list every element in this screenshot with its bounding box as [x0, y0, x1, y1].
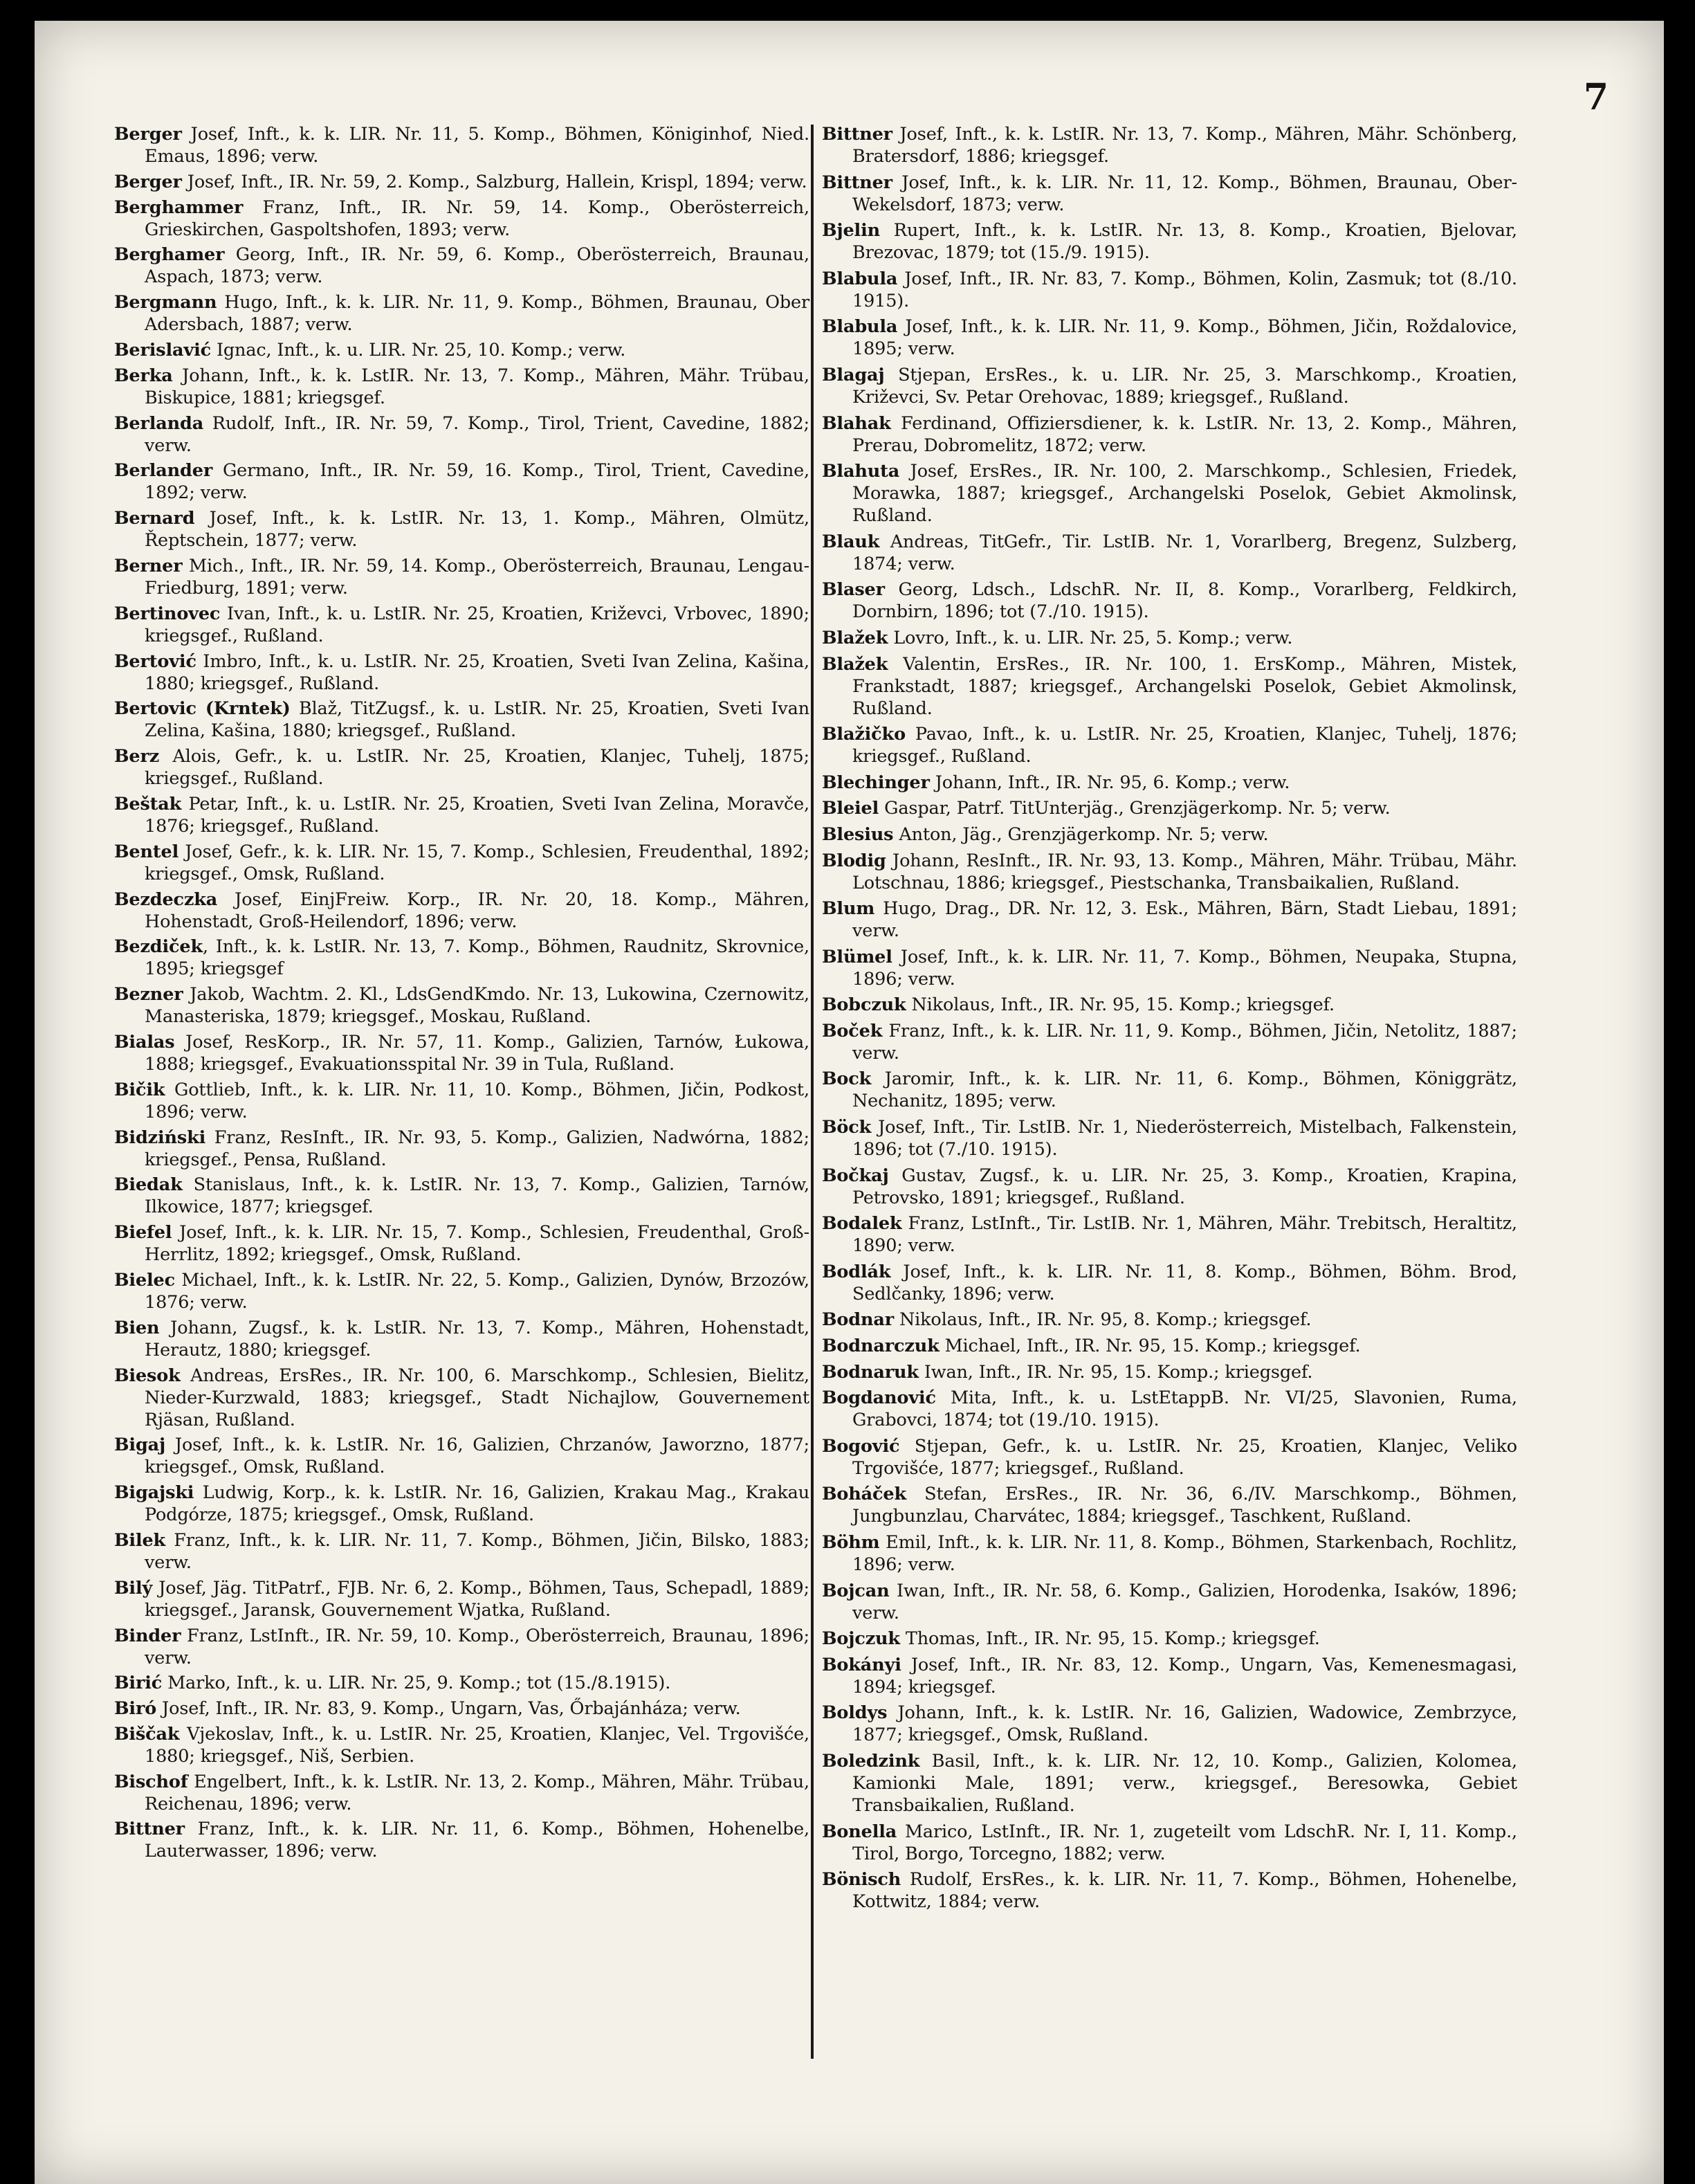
entry-surname: Bock — [822, 1068, 872, 1090]
entry-details: Josef, Inft., IR. Nr. 83, 9. Komp., Ungarn, Vas, Őrbajánháza; verw. — [156, 1698, 741, 1720]
entry-surname: Bien — [114, 1317, 160, 1338]
casualty-entry — [822, 1580, 1517, 1624]
entry-details: Germano, Inft., IR. Nr. 59, 16. Komp., Tirol, Trient, Cavedine, 1892; verw. — [145, 460, 809, 504]
entry-details: Franz, ResInft., IR. Nr. 93, 5. Komp., Galizien, Nadwórna, 1882; kriegsgef., Pensa, Rußland. — [145, 1127, 809, 1170]
casualty-entry — [114, 507, 809, 552]
entry-details: Stjepan, ErsRes., k. u. LIR. Nr. 25, 3. Marschkomp., Kroatien, Križevci, Sv. Petar Orehovac, 1889; kriegsgef., Rußland. — [852, 364, 1517, 408]
casualty-entry — [114, 841, 809, 885]
entry-surname: Bogović — [822, 1435, 900, 1457]
casualty-entry — [822, 1387, 1517, 1431]
casualty-entry — [822, 1821, 1517, 1865]
entry-surname: Bojczuk — [822, 1628, 900, 1650]
entry-surname: Bilý — [114, 1577, 153, 1599]
entry-details: Nikolaus, Inft., IR. Nr. 95, 8. Komp.; kriegsgef. — [894, 1309, 1312, 1331]
entry-details: Michael, Inft., IR. Nr. 95, 15. Komp.; kriegsgef. — [939, 1336, 1361, 1357]
entry-details: Engelbert, Inft., k. k. LstIR. Nr. 13, 2. Komp., Mähren, Mähr. Trübau, Reichenau, 1896; verw. — [145, 1771, 809, 1814]
entry-surname: Biró — [114, 1698, 157, 1720]
casualty-entry — [114, 1672, 809, 1694]
casualty-entry — [114, 1031, 809, 1075]
entry-surname: Blabula — [822, 316, 898, 338]
entry-surname: Bilek — [114, 1529, 166, 1551]
entry-details: Ignac, Inft., k. u. LIR. Nr. 25, 10. Komp.; verw. — [211, 339, 626, 361]
entry-surname: Bičik — [114, 1079, 165, 1100]
entry-details: Vjekoslav, Inft., k. u. LstIR. Nr. 25, Kroatien, Klanjec, Vel. Trgovišće, 1880; kriegsgef., Niš, Serbien. — [145, 1723, 809, 1767]
casualty-entry — [114, 889, 809, 933]
casualty-entry — [114, 171, 809, 193]
entry-surname: Boček — [822, 1020, 883, 1041]
casualty-entry — [114, 1529, 809, 1574]
entry-surname: Bielec — [114, 1269, 176, 1291]
entry-details: Pavao, Inft., k. u. LstIR. Nr. 25, Kroatien, Klanjec, Tuhelj, 1876; kriegsgef., Rußland. — [852, 724, 1517, 767]
casualty-entry — [114, 1818, 809, 1862]
entry-details: Josef, Inft., k. k. LIR. Nr. 15, 7. Komp., Schlesien, Freudenthal, Groß-Herrlitz, 1892; kriegsgef., Omsk, Rußland. — [145, 1222, 809, 1266]
entry-details: Jaromir, Inft., k. k. LIR. Nr. 11, 6. Komp., Böhmen, Königgrätz, Nechanitz, 1895; verw. — [852, 1068, 1517, 1112]
casualty-entry — [822, 1868, 1517, 1913]
entry-details: Iwan, Inft., IR. Nr. 58, 6. Komp., Galizien, Horodenka, Isaków, 1896; verw. — [852, 1580, 1517, 1623]
casualty-entry — [114, 793, 809, 837]
entry-surname: Böhm — [822, 1532, 880, 1553]
casualty-entry — [822, 1654, 1517, 1698]
entry-details: Ferdinand, Offiziersdiener, k. k. LstIR. Nr. 13, 2. Komp., Mähren, Prerau, Dobromelitz, 1872; verw. — [852, 412, 1517, 456]
entry-surname: Berghamer — [114, 244, 225, 266]
entry-details: Franz, Inft., k. k. LIR. Nr. 11, 7. Komp., Böhmen, Jičin, Bilsko, 1883; verw. — [145, 1529, 809, 1573]
entry-details: Josef, ResKorp., IR. Nr. 57, 11. Komp., Galizien, Tarnów, Łukowa, 1888; kriegsgef., Evakuationsspital Nr. 39 in Tula, Rußland. — [145, 1031, 809, 1075]
entry-details: Blaž, TitZugsf., k. u. LstIR. Nr. 25, Kroatien, Sveti Ivan Zelina, Kašina, 1880; kriegsgef., Rußland. — [145, 698, 809, 742]
entry-surname: Bertović — [114, 650, 196, 672]
entry-surname: Blümel — [822, 946, 892, 967]
entry-surname: Boledzink — [822, 1750, 920, 1772]
entry-surname: Bobczuk — [822, 994, 906, 1016]
entry-surname: Bogdanović — [822, 1387, 936, 1409]
entry-details: Michael, Inft., k. k. LstIR. Nr. 22, 5. Komp., Galizien, Dynów, Brzozów, 1876; verw. — [145, 1269, 809, 1313]
casualty-entry — [822, 219, 1517, 264]
entry-details: Georg, Ldsch., LdschR. Nr. II, 8. Komp., Vorarlberg, Feldkirch, Dornbirn, 1896; tot (7./10. 1915). — [852, 579, 1517, 623]
casualty-entry — [822, 627, 1517, 649]
entry-surname: Bigajski — [114, 1482, 194, 1504]
casualty-entry — [822, 898, 1517, 942]
casualty-entry — [822, 123, 1517, 167]
entry-surname: Berlander — [114, 460, 213, 482]
entry-surname: Bokányi — [822, 1654, 901, 1675]
entry-details: Lovro, Inft., k. u. LIR. Nr. 25, 5. Komp.; verw. — [888, 627, 1293, 648]
entry-details: Mita, Inft., k. u. LstEtappB. Nr. VI/25, Slavonien, Ruma, Grabovci, 1874; tot (19./10. 1915). — [852, 1387, 1517, 1431]
casualty-entry — [114, 1625, 809, 1669]
entry-details: Emil, Inft., k. k. LIR. Nr. 11, 8. Komp., Böhmen, Starkenbach, Rochlitz, 1896; verw. — [852, 1532, 1517, 1575]
casualty-entry — [822, 412, 1517, 457]
casualty-entry — [114, 1434, 809, 1478]
casualty-entry — [114, 650, 809, 695]
entry-details: Jakob, Wachtm. 2. Kl., LdsGendKmdo. Nr. 13, Lukowina, Czernowitz, Manasteriska, 1879; kriegsgef., Moskau, Rußland. — [145, 984, 809, 1028]
entry-details: Georg, Inft., IR. Nr. 59, 6. Komp., Oberösterreich, Braunau, Aspach, 1873; verw. — [145, 244, 809, 288]
entry-surname: Biesok — [114, 1365, 181, 1386]
casualty-entry — [822, 1435, 1517, 1480]
entry-surname: Blažičko — [822, 724, 906, 745]
entry-details: Josef, Gefr., k. k. LIR. Nr. 15, 7. Komp., Schlesien, Freudenthal, 1892; kriegsgef., Omsk, Rußland. — [145, 841, 809, 884]
entry-details: Josef, Inft., k. k. LIR. Nr. 11, 5. Komp., Böhmen, Königinhof, Nied. Emaus, 1896; verw. — [145, 124, 809, 167]
entry-surname: Birić — [114, 1673, 163, 1694]
casualty-entry — [822, 1309, 1517, 1331]
casualty-entry — [822, 946, 1517, 990]
casualty-entry — [114, 1221, 809, 1266]
casualty-entry — [114, 365, 809, 409]
entry-surname: Bodlák — [822, 1261, 891, 1282]
casualty-entry — [114, 1482, 809, 1526]
casualty-entry — [822, 268, 1517, 312]
casualty-entry — [114, 1723, 809, 1767]
entry-surname: Boháček — [822, 1484, 906, 1505]
entry-surname: Bischof — [114, 1771, 188, 1792]
entry-surname: Bodalek — [822, 1213, 902, 1235]
entry-details: Marko, Inft., k. u. LIR. Nr. 25, 9. Komp.; tot (15./8.1915). — [162, 1673, 671, 1694]
entry-details: Johann, Inft., k. k. LstIR. Nr. 13, 7. Komp., Mähren, Mähr. Trübau, Biskupice, 1881; kriegsgef. — [145, 365, 809, 408]
entry-surname: Bentel — [114, 841, 179, 862]
casualty-entry — [114, 339, 809, 361]
entry-details: Rupert, Inft., k. k. LstIR. Nr. 13, 8. Komp., Kroatien, Bjelovar, Brezovac, 1879; tot (15./9. 1915). — [852, 220, 1517, 264]
casualty-entry — [114, 1317, 809, 1361]
entry-details: Franz, Inft., k. k. LIR. Nr. 11, 9. Komp., Böhmen, Jičin, Netolitz, 1887; verw. — [852, 1020, 1517, 1064]
casualty-entry — [114, 698, 809, 742]
entry-surname: Böck — [822, 1117, 872, 1138]
entry-surname: Bonella — [822, 1821, 897, 1842]
casualty-entry — [114, 412, 809, 457]
entry-details: Stefan, ErsRes., IR. Nr. 36, 6./IV. Marschkomp., Böhmen, Jungbunzlau, Charvátec, 1884; kriegsgef., Taschkent, Rußland. — [852, 1484, 1517, 1527]
entry-details: Valentin, ErsRes., IR. Nr. 100, 1. ErsKomp., Mähren, Mistek, Frankstadt, 1887; kriegsgef., Archangelski Poselok, Gebiet Akmolinsk, Rußland. — [852, 653, 1517, 719]
entry-details: , Inft., k. k. LstIR. Nr. 13, 7. Komp., Böhmen, Raudnitz, Skrovnice, 1895; kriegsgef — [145, 936, 809, 980]
casualty-entry — [822, 460, 1517, 527]
casualty-entry — [822, 1068, 1517, 1112]
casualty-entry — [822, 579, 1517, 623]
entry-surname: Blesius — [822, 823, 894, 845]
entry-details: Gottlieb, Inft., k. k. LIR. Nr. 11, 10. Komp., Böhmen, Jičin, Podkost, 1896; verw. — [145, 1079, 809, 1122]
entry-surname: Berghammer — [114, 197, 244, 218]
entry-details: Stjepan, Gefr., k. u. LstIR. Nr. 25, Kroatien, Klanjec, Veliko Trgovišće, 1877; kriegsgef., Rußland. — [852, 1435, 1517, 1479]
entry-surname: Bialas — [114, 1031, 175, 1053]
casualty-entry — [114, 291, 809, 336]
entry-surname: Blažek — [822, 627, 888, 648]
entry-surname: Berlanda — [114, 412, 204, 434]
entry-details: Josef, EinjFreiw. Korp., IR. Nr. 20, 18. Komp., Mähren, Hohenstadt, Groß-Heilendorf, 1896; verw. — [145, 889, 809, 932]
entry-details: Franz, LstInft., Tir. LstIB. Nr. 1, Mähren, Mähr. Trebitsch, Heraltitz, 1890; verw. — [852, 1213, 1517, 1257]
entry-details: Alois, Gefr., k. u. LstIR. Nr. 25, Kroatien, Klanjec, Tuhelj, 1875; kriegsgef., Rußland. — [145, 746, 809, 790]
casualty-entry — [822, 1702, 1517, 1746]
entry-surname: Berislavić — [114, 339, 211, 361]
entry-surname: Bezdeczka — [114, 889, 218, 910]
entry-details: Josef, Inft., k. k. LIR. Nr. 11, 7. Komp., Böhmen, Neupaka, Stupna, 1896; verw. — [852, 946, 1517, 990]
casualty-entry — [114, 123, 809, 167]
entry-details: Franz, LstInft., IR. Nr. 59, 10. Komp., Oberösterreich, Braunau, 1896; verw. — [145, 1625, 809, 1668]
entry-surname: Berger — [114, 171, 182, 192]
entry-details: Thomas, Inft., IR. Nr. 95, 15. Komp.; kriegsgef. — [899, 1628, 1320, 1650]
casualty-entry — [822, 1020, 1517, 1064]
casualty-entry — [822, 850, 1517, 894]
entry-surname: Beštak — [114, 793, 182, 815]
entry-details: Ivan, Inft., k. u. LstIR. Nr. 25, Kroatien, Križevci, Vrbovec, 1890; kriegsgef., Rußland. — [145, 603, 809, 646]
right-column — [822, 123, 1517, 1917]
casualty-entry — [114, 1365, 809, 1431]
entry-details: Josef, Jäg. TitPatrf., FJB. Nr. 6, 2. Komp., Böhmen, Taus, Schepadl, 1889; kriegsgef., Jaransk, Gouvernement Wjatka, Rußland. — [145, 1577, 809, 1621]
casualty-entry — [822, 653, 1517, 720]
entry-details: Josef, Inft., k. k. LstIR. Nr. 13, 7. Komp., Mähren, Mähr. Schönberg, Bratersdorf, 1886; kriegsgef. — [852, 124, 1517, 167]
entry-surname: Bezdiček — [114, 936, 203, 958]
casualty-entry — [822, 1750, 1517, 1817]
entry-details: Josef, Inft., IR. Nr. 59, 2. Komp., Salzburg, Hallein, Krispl, 1894; verw. — [181, 171, 807, 192]
entry-details: Rudolf, ErsRes., k. k. LIR. Nr. 11, 7. Komp., Böhmen, Hohenelbe, Kottwitz, 1884; verw. — [852, 1869, 1517, 1913]
left-column — [114, 123, 809, 1866]
entry-details: Hugo, Drag., DR. Nr. 12, 3. Esk., Mähren, Bärn, Stadt Liebau, 1891; verw. — [852, 898, 1517, 942]
casualty-entry — [114, 1127, 809, 1171]
entry-surname: Biedak — [114, 1174, 183, 1196]
entry-details: Rudolf, Inft., IR. Nr. 59, 7. Komp., Tirol, Trient, Cavedine, 1882; verw. — [145, 412, 809, 456]
entry-details: Johann, Zugsf., k. k. LstIR. Nr. 13, 7. Komp., Mähren, Hohenstadt, Herautz, 1880; kriegsgef. — [145, 1317, 809, 1361]
casualty-entry — [822, 1483, 1517, 1527]
casualty-entry — [822, 1261, 1517, 1305]
entry-surname: Blaser — [822, 579, 885, 601]
entry-details: Anton, Jäg., Grenzjägerkomp. Nr. 5; verw. — [893, 823, 1269, 845]
entry-surname: Bidziński — [114, 1127, 206, 1148]
casualty-entry — [114, 1698, 809, 1720]
casualty-entry — [822, 1116, 1517, 1161]
casualty-entry — [114, 1079, 809, 1123]
entry-details: Josef, Inft., IR. Nr. 83, 12. Komp., Ungarn, Vas, Kemenesmagasi, 1894; kriegsgef. — [852, 1654, 1517, 1698]
entry-surname: Bertovic (Krntek) — [114, 698, 291, 720]
casualty-entry — [822, 316, 1517, 360]
entry-surname: Bigaj — [114, 1435, 166, 1456]
entry-details: Mich., Inft., IR. Nr. 59, 14. Komp., Oberösterreich, Braunau, Lengau-Friedburg, 1891; verw. — [145, 555, 809, 599]
entry-surname: Bleiel — [822, 798, 879, 819]
entry-details: Stanislaus, Inft., k. k. LstIR. Nr. 13, 7. Komp., Galizien, Tarnów, Ilkowice, 1877; kriegsgef. — [145, 1174, 809, 1218]
casualty-entry — [114, 555, 809, 599]
casualty-entry — [114, 603, 809, 647]
casualty-entry — [114, 745, 809, 790]
casualty-entry — [114, 1577, 809, 1621]
entry-surname: Bodnaruk — [822, 1361, 919, 1383]
entry-surname: Bernard — [114, 508, 195, 529]
entry-details: Josef, Inft., k. k. LIR. Nr. 11, 9. Komp., Böhmen, Jičin, Roždalovice, 1895; verw. — [852, 316, 1517, 360]
entry-surname: Bočkaj — [822, 1165, 889, 1186]
casualty-entry — [822, 723, 1517, 767]
casualty-entry — [114, 936, 809, 980]
casualty-entry — [114, 244, 809, 288]
entry-details: Johann, Inft., k. k. LstIR. Nr. 16, Galizien, Wadowice, Zembrzyce, 1877; kriegsgef., Omsk, Rußland. — [852, 1702, 1517, 1746]
entry-surname: Bjelin — [822, 220, 881, 242]
entry-details: Johann, ResInft., IR. Nr. 93, 13. Komp., Mähren, Mähr. Trübau, Mähr. Lotschnau, 1886; kriegsgef., Piestschanka, Transbaikalien, Rußland. — [852, 850, 1517, 893]
entry-surname: Bergmann — [114, 292, 217, 313]
entry-surname: Bittner — [114, 1819, 185, 1840]
entry-surname: Berner — [114, 555, 183, 576]
entry-details: Petar, Inft., k. u. LstIR. Nr. 25, Kroatien, Sveti Ivan Zelina, Moravče, 1876; kriegsgef., Rußland. — [145, 793, 809, 837]
entry-details: Josef, Inft., IR. Nr. 83, 7. Komp., Böhmen, Kolin, Zasmuk; tot (8./10. 1915). — [852, 268, 1517, 311]
entry-surname: Bertinovec — [114, 603, 221, 624]
entry-details: Marico, LstInft., IR. Nr. 1, zugeteilt vom LdschR. Nr. I, 11. Komp., Tirol, Borgo, Torcegno, 1882; verw. — [852, 1821, 1517, 1864]
entry-details: Josef, Inft., k. k. LstIR. Nr. 13, 1. Komp., Mähren, Olmütz, Řeptschein, 1877; verw. — [145, 508, 809, 552]
entry-surname: Blechinger — [822, 772, 930, 793]
entry-details: Andreas, ErsRes., IR. Nr. 100, 6. Marschkomp., Schlesien, Bielitz, Nieder-Kurzwald, 1883; kriegsgef., Stadt Nichajlow, Gouvernement Rjäsan, Rußland. — [145, 1365, 809, 1430]
entry-surname: Blažek — [822, 653, 888, 675]
entry-details: Josef, Inft., Tir. LstIB. Nr. 1, Niederösterreich, Mistelbach, Falkenstein, 1896; tot (7./10. 1915). — [852, 1117, 1517, 1161]
entry-surname: Binder — [114, 1625, 181, 1646]
casualty-entry — [822, 172, 1517, 216]
casualty-entry — [822, 364, 1517, 408]
entry-surname: Berz — [114, 746, 160, 767]
casualty-entry — [822, 772, 1517, 794]
entry-surname: Blagaj — [822, 364, 885, 385]
casualty-entry — [822, 1212, 1517, 1257]
entry-details: Franz, Inft., k. k. LIR. Nr. 11, 6. Komp., Böhmen, Hohenelbe, Lauterwasser, 1896; verw. — [145, 1819, 809, 1862]
entry-surname: Blahak — [822, 412, 891, 434]
entry-details: Ludwig, Korp., k. k. LstIR. Nr. 16, Galizien, Krakau Mag., Krakau Podgórze, 1875; kriegsgef., Omsk, Rußland. — [145, 1482, 809, 1526]
entry-surname: Berger — [114, 124, 182, 145]
casualty-entry — [114, 197, 809, 241]
entry-surname: Bodnarczuk — [822, 1336, 940, 1357]
entry-details: Johann, Inft., IR. Nr. 95, 6. Komp.; verw. — [929, 772, 1290, 793]
casualty-entry — [822, 1165, 1517, 1209]
column-divider — [811, 125, 814, 2059]
entry-surname: Blauk — [822, 531, 880, 552]
entry-surname: Blum — [822, 898, 875, 920]
entry-details: Josef, Inft., k. k. LstIR. Nr. 16, Galizien, Chrzanów, Jaworzno, 1877; kriegsgef., Omsk, Rußland. — [145, 1435, 809, 1478]
entry-details: Gustav, Zugsf., k. u. LIR. Nr. 25, 3. Komp., Kroatien, Krapina, Petrovsko, 1891; kriegsgef., Rußland. — [852, 1165, 1517, 1208]
entry-details: Josef, Inft., k. k. LIR. Nr. 11, 8. Komp., Böhmen, Böhm. Brod, Sedlčanky, 1896; verw. — [852, 1261, 1517, 1304]
entry-details: Josef, ErsRes., IR. Nr. 100, 2. Marschkomp., Schlesien, Friedek, Morawka, 1887; kriegsgef., Archangelski Poselok, Gebiet Akmolinsk, Rußland. — [852, 461, 1517, 527]
casualty-entry — [114, 1269, 809, 1313]
entry-surname: Bittner — [822, 124, 892, 145]
entry-surname: Bönisch — [822, 1869, 901, 1891]
casualty-entry — [114, 1771, 809, 1815]
casualty-entry — [822, 1335, 1517, 1357]
entry-surname: Berka — [114, 365, 173, 386]
casualty-entry — [114, 459, 809, 504]
casualty-entry — [822, 797, 1517, 819]
casualty-entry — [822, 1531, 1517, 1576]
page-number: 7 — [1583, 76, 1609, 118]
casualty-entry — [822, 531, 1517, 575]
casualty-entry — [822, 1361, 1517, 1383]
document-page — [35, 21, 1664, 2184]
entry-details: Josef, Inft., k. k. LIR. Nr. 11, 12. Komp., Böhmen, Braunau, Ober-Wekelsdorf, 1873; verw. — [852, 172, 1517, 215]
casualty-entry — [822, 823, 1517, 846]
entry-surname: Bodnar — [822, 1309, 894, 1331]
entry-details: Basil, Inft., k. k. LIR. Nr. 12, 10. Komp., Galizien, Kolomea, Kamionki Male, 1891; verw., kriegsgef., Beresowka, Gebiet Transbaikalien, Rußland. — [852, 1750, 1517, 1816]
entry-details: Hugo, Inft., k. k. LIR. Nr. 11, 9. Komp., Böhmen, Braunau, Ober Adersbach, 1887; verw. — [145, 292, 809, 336]
entry-surname: Bittner — [822, 172, 892, 193]
entry-surname: Biefel — [114, 1222, 172, 1244]
entry-surname: Bojcan — [822, 1580, 890, 1601]
entry-details: Andreas, TitGefr., Tir. LstIB. Nr. 1, Vorarlberg, Bregenz, Sulzberg, 1874; verw. — [852, 531, 1517, 574]
entry-surname: Biščak — [114, 1723, 180, 1745]
entry-details: Gaspar, Patrf. TitUnterjäg., Grenzjägerkomp. Nr. 5; verw. — [879, 798, 1391, 819]
entry-surname: Bezner — [114, 984, 183, 1005]
entry-surname: Blabula — [822, 268, 898, 289]
entry-details: Franz, Inft., IR. Nr. 59, 14. Komp., Oberösterreich, Grieskirchen, Gaspoltshofen, 1893; verw. — [145, 197, 809, 240]
casualty-entry — [822, 1628, 1517, 1650]
entry-details: Nikolaus, Inft., IR. Nr. 95, 15. Komp.; kriegsgef. — [906, 994, 1335, 1016]
entry-surname: Boldys — [822, 1702, 888, 1724]
casualty-entry — [114, 983, 809, 1028]
entry-details: Iwan, Inft., IR. Nr. 95, 15. Komp.; kriegsgef. — [918, 1361, 1313, 1383]
entry-details: Imbro, Inft., k. u. LstIR. Nr. 25, Kroatien, Sveti Ivan Zelina, Kašina, 1880; kriegsgef., Rußland. — [145, 650, 809, 694]
casualty-entry — [114, 1174, 809, 1218]
casualty-entry — [822, 994, 1517, 1016]
entry-surname: Blahuta — [822, 461, 900, 482]
entry-surname: Blodig — [822, 850, 886, 871]
